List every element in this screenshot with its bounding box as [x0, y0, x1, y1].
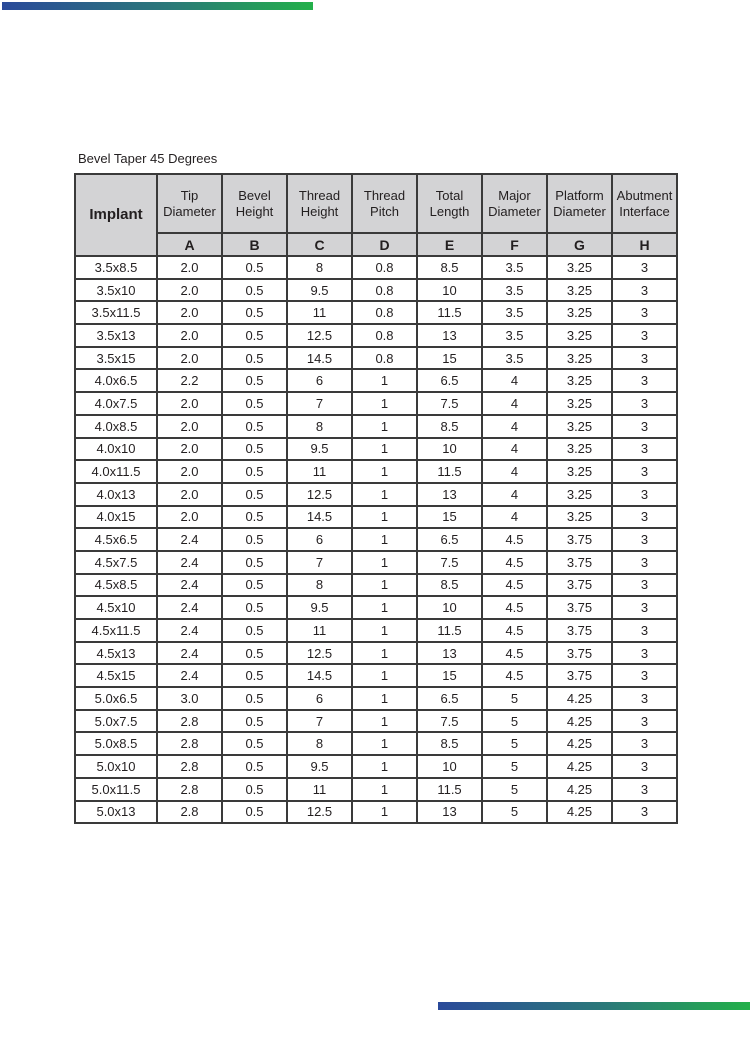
table-row — [75, 506, 677, 529]
header-row-letters — [75, 233, 677, 256]
value-cell: 6 — [287, 369, 352, 392]
value-cell: 3 — [612, 551, 677, 574]
value-cell: 3 — [612, 778, 677, 801]
value-cell: 4.25 — [547, 710, 612, 733]
column-header: Total Length — [417, 174, 482, 233]
value-cell: 1 — [352, 596, 417, 619]
column-letter: D — [352, 233, 417, 256]
value-cell: 2.8 — [157, 778, 222, 801]
implant-header: Implant — [75, 174, 157, 256]
value-cell: 2.0 — [157, 460, 222, 483]
value-cell: 4.5 — [482, 642, 547, 665]
value-cell: 1 — [352, 687, 417, 710]
value-cell: 3 — [612, 687, 677, 710]
value-cell: 1 — [352, 460, 417, 483]
value-cell: 11.5 — [417, 460, 482, 483]
implant-size-cell: 4.5x13 — [75, 642, 157, 665]
value-cell: 0.5 — [222, 574, 287, 597]
value-cell: 8.5 — [417, 415, 482, 438]
value-cell: 2.8 — [157, 801, 222, 824]
value-cell: 2.4 — [157, 574, 222, 597]
value-cell: 3 — [612, 301, 677, 324]
value-cell: 7.5 — [417, 710, 482, 733]
value-cell: 3.25 — [547, 438, 612, 461]
value-cell: 3.25 — [547, 415, 612, 438]
value-cell: 3 — [612, 596, 677, 619]
value-cell: 3.75 — [547, 596, 612, 619]
value-cell: 3.25 — [547, 256, 612, 279]
column-header: Thread Pitch — [352, 174, 417, 233]
value-cell: 0.5 — [222, 619, 287, 642]
value-cell: 8 — [287, 415, 352, 438]
table-row — [75, 438, 677, 461]
value-cell: 2.2 — [157, 369, 222, 392]
implant-size-cell: 4.5x10 — [75, 596, 157, 619]
value-cell: 3.75 — [547, 574, 612, 597]
column-header: Major Diameter — [482, 174, 547, 233]
value-cell: 5 — [482, 732, 547, 755]
value-cell: 4 — [482, 506, 547, 529]
value-cell: 0.5 — [222, 506, 287, 529]
value-cell: 4.5 — [482, 528, 547, 551]
implant-size-cell: 4.5x7.5 — [75, 551, 157, 574]
value-cell: 8 — [287, 574, 352, 597]
value-cell: 2.0 — [157, 506, 222, 529]
value-cell: 4 — [482, 369, 547, 392]
value-cell: 3.25 — [547, 506, 612, 529]
value-cell: 11 — [287, 301, 352, 324]
value-cell: 0.5 — [222, 596, 287, 619]
value-cell: 9.5 — [287, 755, 352, 778]
value-cell: 1 — [352, 801, 417, 824]
implant-size-cell: 4.5x6.5 — [75, 528, 157, 551]
value-cell: 3 — [612, 755, 677, 778]
value-cell: 12.5 — [287, 642, 352, 665]
value-cell: 4.5 — [482, 596, 547, 619]
table-row — [75, 279, 677, 302]
value-cell: 1 — [352, 778, 417, 801]
value-cell: 0.5 — [222, 369, 287, 392]
value-cell: 2.0 — [157, 438, 222, 461]
table-row — [75, 301, 677, 324]
implant-size-cell: 4.0x7.5 — [75, 392, 157, 415]
implant-size-cell: 4.0x11.5 — [75, 460, 157, 483]
value-cell: 3.25 — [547, 369, 612, 392]
implant-size-cell: 3.5x11.5 — [75, 301, 157, 324]
value-cell: 3.25 — [547, 392, 612, 415]
value-cell: 0.5 — [222, 801, 287, 824]
value-cell: 3.5 — [482, 324, 547, 347]
value-cell: 3.5 — [482, 256, 547, 279]
implant-size-cell: 5.0x8.5 — [75, 732, 157, 755]
table-row — [75, 642, 677, 665]
value-cell: 3.5 — [482, 347, 547, 370]
value-cell: 3.75 — [547, 664, 612, 687]
table-body — [75, 256, 677, 823]
value-cell: 3 — [612, 415, 677, 438]
value-cell: 3 — [612, 347, 677, 370]
value-cell: 3 — [612, 392, 677, 415]
value-cell: 6.5 — [417, 528, 482, 551]
value-cell: 0.5 — [222, 279, 287, 302]
value-cell: 1 — [352, 710, 417, 733]
implant-size-cell: 4.0x10 — [75, 438, 157, 461]
value-cell: 12.5 — [287, 324, 352, 347]
implant-size-cell: 5.0x6.5 — [75, 687, 157, 710]
value-cell: 7 — [287, 710, 352, 733]
value-cell: 4.25 — [547, 687, 612, 710]
value-cell: 0.5 — [222, 551, 287, 574]
value-cell: 8.5 — [417, 256, 482, 279]
value-cell: 13 — [417, 324, 482, 347]
value-cell: 3.75 — [547, 551, 612, 574]
table-row — [75, 528, 677, 551]
value-cell: 13 — [417, 483, 482, 506]
value-cell: 2.0 — [157, 347, 222, 370]
value-cell: 3 — [612, 256, 677, 279]
table-row — [75, 483, 677, 506]
table-row — [75, 778, 677, 801]
value-cell: 0.5 — [222, 324, 287, 347]
table-row — [75, 710, 677, 733]
implant-size-cell: 5.0x11.5 — [75, 778, 157, 801]
value-cell: 9.5 — [287, 438, 352, 461]
value-cell: 3.75 — [547, 642, 612, 665]
value-cell: 7.5 — [417, 392, 482, 415]
value-cell: 11.5 — [417, 619, 482, 642]
value-cell: 0.5 — [222, 347, 287, 370]
table-row — [75, 687, 677, 710]
value-cell: 3 — [612, 574, 677, 597]
value-cell: 8.5 — [417, 574, 482, 597]
value-cell: 12.5 — [287, 483, 352, 506]
table-row — [75, 415, 677, 438]
column-header: Tip Diameter — [157, 174, 222, 233]
value-cell: 1 — [352, 506, 417, 529]
value-cell: 3.75 — [547, 528, 612, 551]
value-cell: 0.5 — [222, 415, 287, 438]
value-cell: 3.25 — [547, 460, 612, 483]
value-cell: 11.5 — [417, 301, 482, 324]
table-row — [75, 369, 677, 392]
value-cell: 3.25 — [547, 301, 612, 324]
value-cell: 0.5 — [222, 483, 287, 506]
value-cell: 11 — [287, 778, 352, 801]
value-cell: 3 — [612, 664, 677, 687]
value-cell: 1 — [352, 664, 417, 687]
value-cell: 10 — [417, 596, 482, 619]
value-cell: 11 — [287, 619, 352, 642]
value-cell: 3 — [612, 619, 677, 642]
value-cell: 0.8 — [352, 324, 417, 347]
implant-size-cell: 4.0x8.5 — [75, 415, 157, 438]
value-cell: 11.5 — [417, 778, 482, 801]
implant-size-cell: 3.5x10 — [75, 279, 157, 302]
implant-spec-table — [74, 173, 678, 824]
value-cell: 1 — [352, 392, 417, 415]
value-cell: 2.8 — [157, 710, 222, 733]
column-letter: F — [482, 233, 547, 256]
value-cell: 1 — [352, 642, 417, 665]
value-cell: 8 — [287, 256, 352, 279]
value-cell: 2.0 — [157, 415, 222, 438]
value-cell: 15 — [417, 347, 482, 370]
value-cell: 3.25 — [547, 324, 612, 347]
value-cell: 5 — [482, 687, 547, 710]
value-cell: 0.5 — [222, 755, 287, 778]
value-cell: 1 — [352, 369, 417, 392]
value-cell: 8.5 — [417, 732, 482, 755]
value-cell: 3.75 — [547, 619, 612, 642]
value-cell: 9.5 — [287, 596, 352, 619]
value-cell: 2.4 — [157, 619, 222, 642]
table-row — [75, 256, 677, 279]
column-header: Bevel Height — [222, 174, 287, 233]
value-cell: 6 — [287, 687, 352, 710]
table-row — [75, 664, 677, 687]
value-cell: 14.5 — [287, 506, 352, 529]
value-cell: 5 — [482, 801, 547, 824]
value-cell: 1 — [352, 732, 417, 755]
implant-size-cell: 4.5x8.5 — [75, 574, 157, 597]
value-cell: 9.5 — [287, 279, 352, 302]
value-cell: 3.5 — [482, 301, 547, 324]
value-cell: 0.5 — [222, 732, 287, 755]
table-row — [75, 392, 677, 415]
column-letter: A — [157, 233, 222, 256]
value-cell: 4.25 — [547, 801, 612, 824]
value-cell: 2.0 — [157, 256, 222, 279]
value-cell: 3 — [612, 279, 677, 302]
value-cell: 3 — [612, 801, 677, 824]
table-row — [75, 324, 677, 347]
value-cell: 1 — [352, 619, 417, 642]
value-cell: 0.8 — [352, 256, 417, 279]
value-cell: 4 — [482, 415, 547, 438]
value-cell: 15 — [417, 506, 482, 529]
table-row — [75, 596, 677, 619]
value-cell: 3 — [612, 460, 677, 483]
value-cell: 1 — [352, 438, 417, 461]
header-row-names — [75, 174, 677, 233]
value-cell: 3 — [612, 438, 677, 461]
implant-size-cell: 5.0x13 — [75, 801, 157, 824]
value-cell: 4.5 — [482, 551, 547, 574]
value-cell: 2.8 — [157, 755, 222, 778]
value-cell: 7 — [287, 551, 352, 574]
table-caption: Bevel Taper 45 Degrees — [78, 151, 218, 166]
value-cell: 0.5 — [222, 460, 287, 483]
value-cell: 0.5 — [222, 392, 287, 415]
value-cell: 13 — [417, 801, 482, 824]
value-cell: 10 — [417, 438, 482, 461]
value-cell: 4.5 — [482, 664, 547, 687]
table-row — [75, 619, 677, 642]
value-cell: 2.0 — [157, 392, 222, 415]
value-cell: 15 — [417, 664, 482, 687]
table-row — [75, 551, 677, 574]
column-letter: H — [612, 233, 677, 256]
value-cell: 12.5 — [287, 801, 352, 824]
value-cell: 2.0 — [157, 483, 222, 506]
implant-size-cell: 4.5x15 — [75, 664, 157, 687]
value-cell: 0.5 — [222, 256, 287, 279]
column-letter: B — [222, 233, 287, 256]
value-cell: 3.25 — [547, 483, 612, 506]
implant-size-cell: 5.0x7.5 — [75, 710, 157, 733]
value-cell: 2.4 — [157, 664, 222, 687]
value-cell: 6.5 — [417, 369, 482, 392]
bottom-accent-bar — [438, 1002, 750, 1010]
value-cell: 5 — [482, 710, 547, 733]
value-cell: 0.5 — [222, 778, 287, 801]
value-cell: 1 — [352, 755, 417, 778]
value-cell: 6 — [287, 528, 352, 551]
table-row — [75, 460, 677, 483]
implant-size-cell: 3.5x13 — [75, 324, 157, 347]
value-cell: 10 — [417, 279, 482, 302]
column-header: Platform Diameter — [547, 174, 612, 233]
implant-size-cell: 4.0x15 — [75, 506, 157, 529]
value-cell: 5 — [482, 778, 547, 801]
table-row — [75, 801, 677, 824]
implant-size-cell: 4.0x6.5 — [75, 369, 157, 392]
value-cell: 2.0 — [157, 324, 222, 347]
value-cell: 0.5 — [222, 301, 287, 324]
value-cell: 11 — [287, 460, 352, 483]
value-cell: 10 — [417, 755, 482, 778]
value-cell: 14.5 — [287, 347, 352, 370]
table-row — [75, 755, 677, 778]
value-cell: 8 — [287, 732, 352, 755]
value-cell: 7.5 — [417, 551, 482, 574]
table-row — [75, 574, 677, 597]
value-cell: 3.5 — [482, 279, 547, 302]
value-cell: 3 — [612, 528, 677, 551]
value-cell: 6.5 — [417, 687, 482, 710]
value-cell: 4.25 — [547, 778, 612, 801]
value-cell: 4.5 — [482, 619, 547, 642]
table-row — [75, 347, 677, 370]
value-cell: 0.5 — [222, 528, 287, 551]
value-cell: 2.0 — [157, 301, 222, 324]
value-cell: 4 — [482, 460, 547, 483]
value-cell: 2.0 — [157, 279, 222, 302]
value-cell: 7 — [287, 392, 352, 415]
value-cell: 3 — [612, 324, 677, 347]
value-cell: 3 — [612, 732, 677, 755]
value-cell: 4 — [482, 392, 547, 415]
column-letter: E — [417, 233, 482, 256]
value-cell: 3 — [612, 369, 677, 392]
value-cell: 2.4 — [157, 596, 222, 619]
value-cell: 4.25 — [547, 732, 612, 755]
column-header: Abutment Interface — [612, 174, 677, 233]
value-cell: 5 — [482, 755, 547, 778]
value-cell: 0.5 — [222, 664, 287, 687]
value-cell: 0.8 — [352, 301, 417, 324]
value-cell: 3 — [612, 642, 677, 665]
value-cell: 3.25 — [547, 279, 612, 302]
column-letter: C — [287, 233, 352, 256]
value-cell: 13 — [417, 642, 482, 665]
value-cell: 4 — [482, 483, 547, 506]
table-row — [75, 732, 677, 755]
value-cell: 0.5 — [222, 642, 287, 665]
value-cell: 3 — [612, 710, 677, 733]
implant-size-cell: 4.5x11.5 — [75, 619, 157, 642]
value-cell: 4.25 — [547, 755, 612, 778]
value-cell: 4.5 — [482, 574, 547, 597]
value-cell: 1 — [352, 574, 417, 597]
value-cell: 0.8 — [352, 347, 417, 370]
value-cell: 3.25 — [547, 347, 612, 370]
implant-size-cell: 3.5x15 — [75, 347, 157, 370]
value-cell: 0.5 — [222, 438, 287, 461]
value-cell: 0.5 — [222, 687, 287, 710]
value-cell: 14.5 — [287, 664, 352, 687]
value-cell: 2.4 — [157, 528, 222, 551]
value-cell: 1 — [352, 528, 417, 551]
value-cell: 2.4 — [157, 642, 222, 665]
value-cell: 2.4 — [157, 551, 222, 574]
implant-size-cell: 3.5x8.5 — [75, 256, 157, 279]
column-header: Thread Height — [287, 174, 352, 233]
value-cell: 4 — [482, 438, 547, 461]
value-cell: 2.8 — [157, 732, 222, 755]
value-cell: 1 — [352, 415, 417, 438]
implant-size-cell: 5.0x10 — [75, 755, 157, 778]
value-cell: 1 — [352, 551, 417, 574]
top-accent-bar — [2, 2, 313, 10]
value-cell: 3.0 — [157, 687, 222, 710]
value-cell: 1 — [352, 483, 417, 506]
value-cell: 0.5 — [222, 710, 287, 733]
column-letter: G — [547, 233, 612, 256]
value-cell: 3 — [612, 483, 677, 506]
implant-size-cell: 4.0x13 — [75, 483, 157, 506]
value-cell: 3 — [612, 506, 677, 529]
value-cell: 0.8 — [352, 279, 417, 302]
